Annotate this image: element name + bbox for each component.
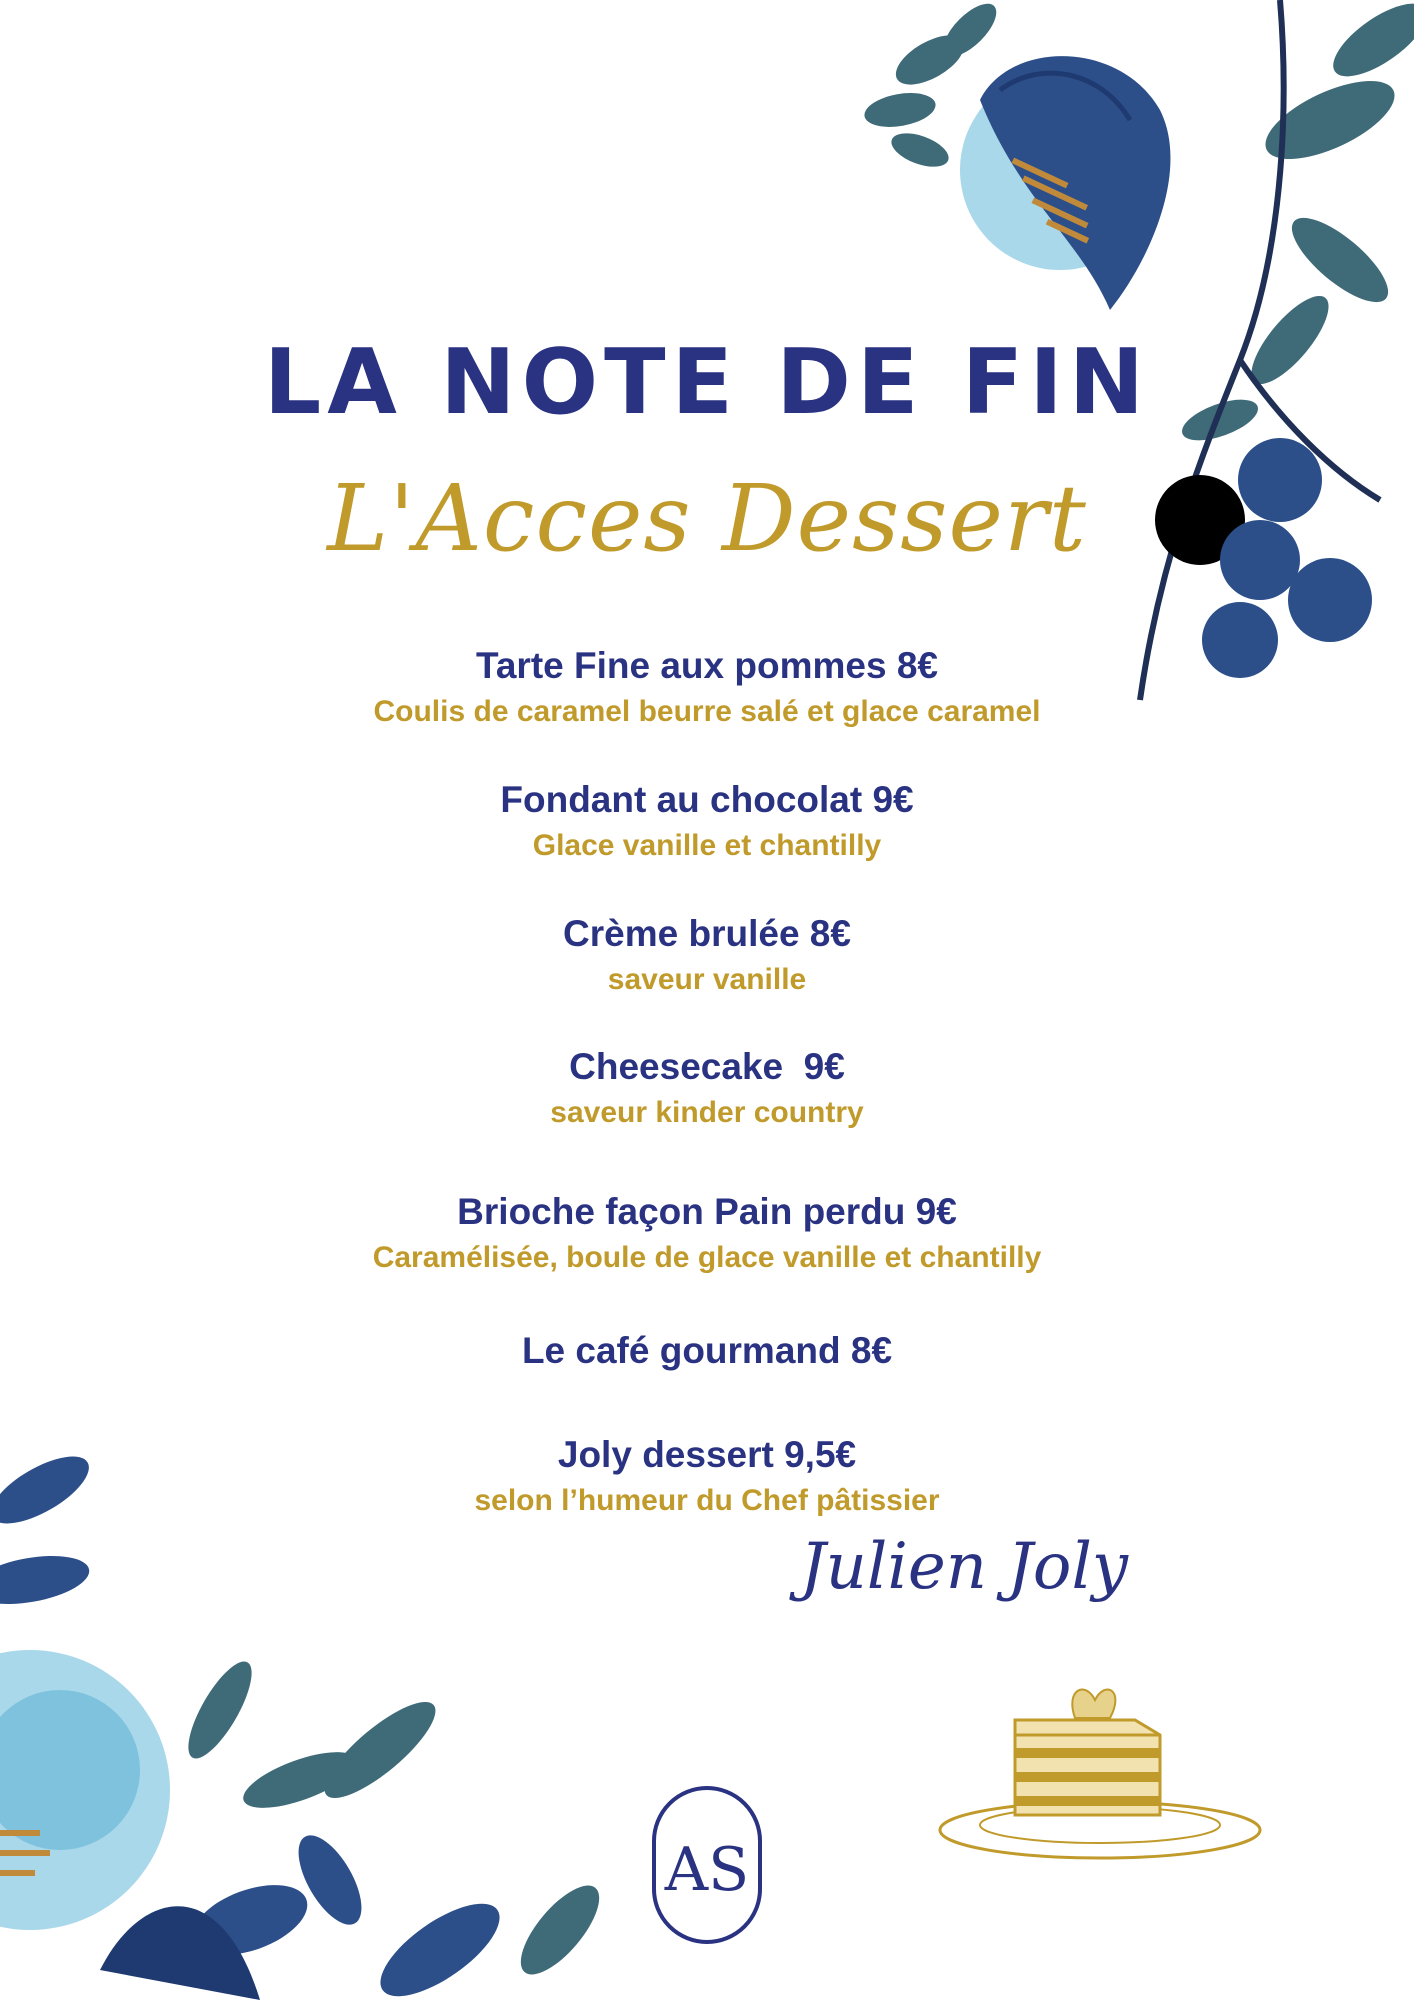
- item-name: Brioche façon Pain perdu 9€: [457, 1191, 957, 1232]
- as-monogram-logo: [651, 1785, 763, 1950]
- menu-item: [0, 1189, 1414, 1281]
- logo-monogram-text: AS: [664, 1835, 750, 1905]
- menu-item: [0, 911, 1414, 1003]
- item-description: Coulis de caramel beurre salé et glace caramel: [373, 695, 1041, 728]
- menu-item: [0, 1328, 1414, 1374]
- menu-subtitle: L'Acces Dessert: [327, 465, 1087, 572]
- item-name: Cheesecake 9€: [569, 1046, 845, 1087]
- menu-item: [0, 643, 1414, 735]
- menu-item: [0, 1044, 1414, 1136]
- item-name: Fondant au chocolat 9€: [500, 779, 914, 820]
- item-description: Caramélisée, boule de glace vanille et chantilly: [372, 1241, 1042, 1274]
- item-name: Joly dessert 9,5€: [557, 1434, 857, 1475]
- item-description: saveur vanille: [607, 963, 807, 996]
- item-name: Tarte Fine aux pommes 8€: [476, 645, 938, 686]
- item-name: Le café gourmand 8€: [521, 1330, 893, 1371]
- item-description: Glace vanille et chantilly: [532, 829, 882, 862]
- item-description: saveur kinder country: [550, 1096, 864, 1129]
- chef-signature: Julien Joly: [800, 1530, 1129, 1604]
- menu-item: [0, 1432, 1414, 1524]
- menu-item: [0, 777, 1414, 869]
- cake-slice-icon: [935, 1680, 1265, 1860]
- item-description: selon l’humeur du Chef pâtissier: [474, 1484, 940, 1517]
- floral-bottom-left-icon: [0, 1450, 680, 2000]
- item-name: Crème brulée 8€: [563, 913, 851, 954]
- menu-title: LA NOTE DE FIN: [263, 330, 1151, 435]
